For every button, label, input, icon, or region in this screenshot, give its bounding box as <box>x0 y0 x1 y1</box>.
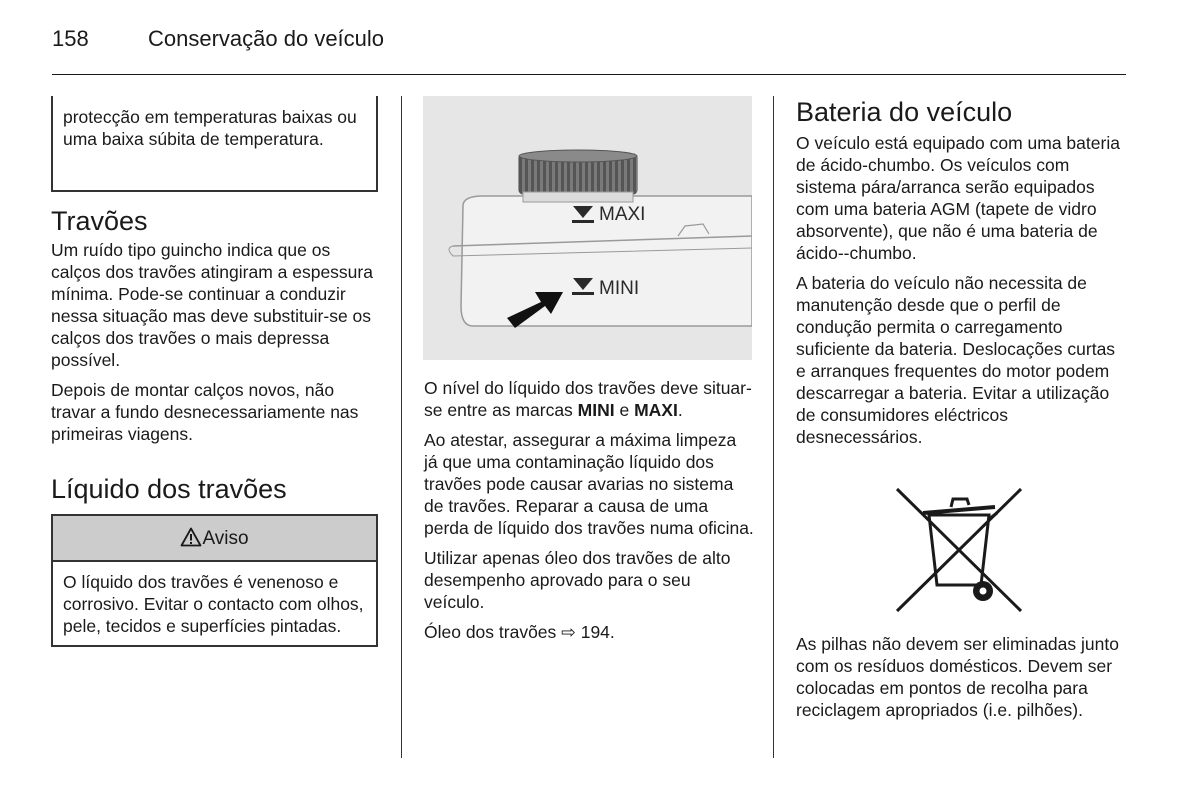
travoes-paragraph-2: Depois de montar calços novos, não travar a fundo desnecessariamente nas primeiras viagens. <box>51 380 359 444</box>
header-rule <box>52 74 1126 75</box>
page-reference-link[interactable]: 194. <box>580 622 615 642</box>
warning-box <box>51 514 378 647</box>
page-reference-arrow-icon: ⇨ <box>561 622 576 642</box>
warning-header <box>53 516 376 562</box>
travoes-paragraph-1: Um ruído tipo guincho indica que os calços dos travões atingiram a espessura mínima. Pode-se continuar a conduzir nessa situação mas deve substituir-se os calços dos travões o mais depressa possível. <box>51 240 373 370</box>
warning-title: Aviso <box>202 528 249 549</box>
column-divider-2 <box>773 96 774 758</box>
column-1 <box>51 96 378 647</box>
continued-note-text: protecção em temperaturas baixas ou uma baixa súbita de temperatura. <box>63 107 357 149</box>
column-2 <box>424 377 754 651</box>
continued-note-box <box>51 96 378 192</box>
refill-paragraph: Ao atestar, assegurar a máxima limpeza já que uma contaminação líquido dos travões pode causar avarias no sistema de travões. Reparar a causa de uma perda de líquido dos travões numa oficina. <box>424 430 754 538</box>
mini-mark-ref: MINI <box>577 400 615 420</box>
travoes-heading: Travões <box>51 206 148 236</box>
fluid-reference-paragraph <box>424 621 754 643</box>
liquido-heading: Líquido dos travões <box>51 474 287 504</box>
column-divider-1 <box>401 96 402 758</box>
warning-triangle-icon <box>180 527 202 547</box>
column-3 <box>796 96 1128 456</box>
maxi-mark-label: MAXI <box>599 204 646 225</box>
level-text-end: . <box>677 400 683 420</box>
warning-text: O líquido dos travões é venenoso e corrosivo. Evitar o contacto com olhos, pele, tecidos e superfícies pintadas. <box>63 572 364 636</box>
brake-fluid-level-paragraph <box>424 377 754 421</box>
chapter-title: Conservação do veículo <box>148 26 385 51</box>
brake-fluid-reservoir-figure <box>423 96 752 360</box>
warning-body <box>53 562 376 645</box>
maxi-mark-ref: MAXI <box>634 400 678 420</box>
fluid-type-paragraph: Utilizar apenas óleo dos travões de alto desempenho aprovado para o seu veículo. <box>424 548 731 612</box>
bateria-paragraph-1: O veículo está equipado com uma bateria de ácido-chumbo. Os veículos com sistema pára/arranca serão equipados com uma bateria AGM (tapete de vidro absorvente), que não é uma bateria de ácido--chumbo. <box>796 133 1120 263</box>
fluid-ref-text: Óleo dos travões <box>424 622 557 642</box>
weee-disposal-symbol <box>893 485 1025 615</box>
mini-mark-label: MINI <box>599 278 640 299</box>
bateria-heading: Bateria do veículo <box>796 97 1013 127</box>
crossed-out-bin-icon <box>893 485 1025 615</box>
column-3-lower <box>796 633 1128 729</box>
reservoir-illustration <box>423 96 752 360</box>
page-number: 158 <box>52 26 89 51</box>
bateria-paragraph-3: As pilhas não devem ser eliminadas junto com os resíduos domésticos. Devem ser colocadas em pontos de recolha para reciclagem apropriados (i.e. pilhões). <box>796 634 1119 720</box>
level-text-start: O nível do líquido dos travões deve situar-se entre as marcas <box>424 378 752 420</box>
bateria-paragraph-2: A bateria do veículo não necessita de manutenção desde que o perfil de condução permita o carregamento suficiente da bateria. Deslocações curtas e arranques frequentes do motor podem descarregar a bateria. Evitar a utilização de consumidores eléctricos desnecessários. <box>796 273 1116 447</box>
level-text-mid: e <box>614 400 635 420</box>
